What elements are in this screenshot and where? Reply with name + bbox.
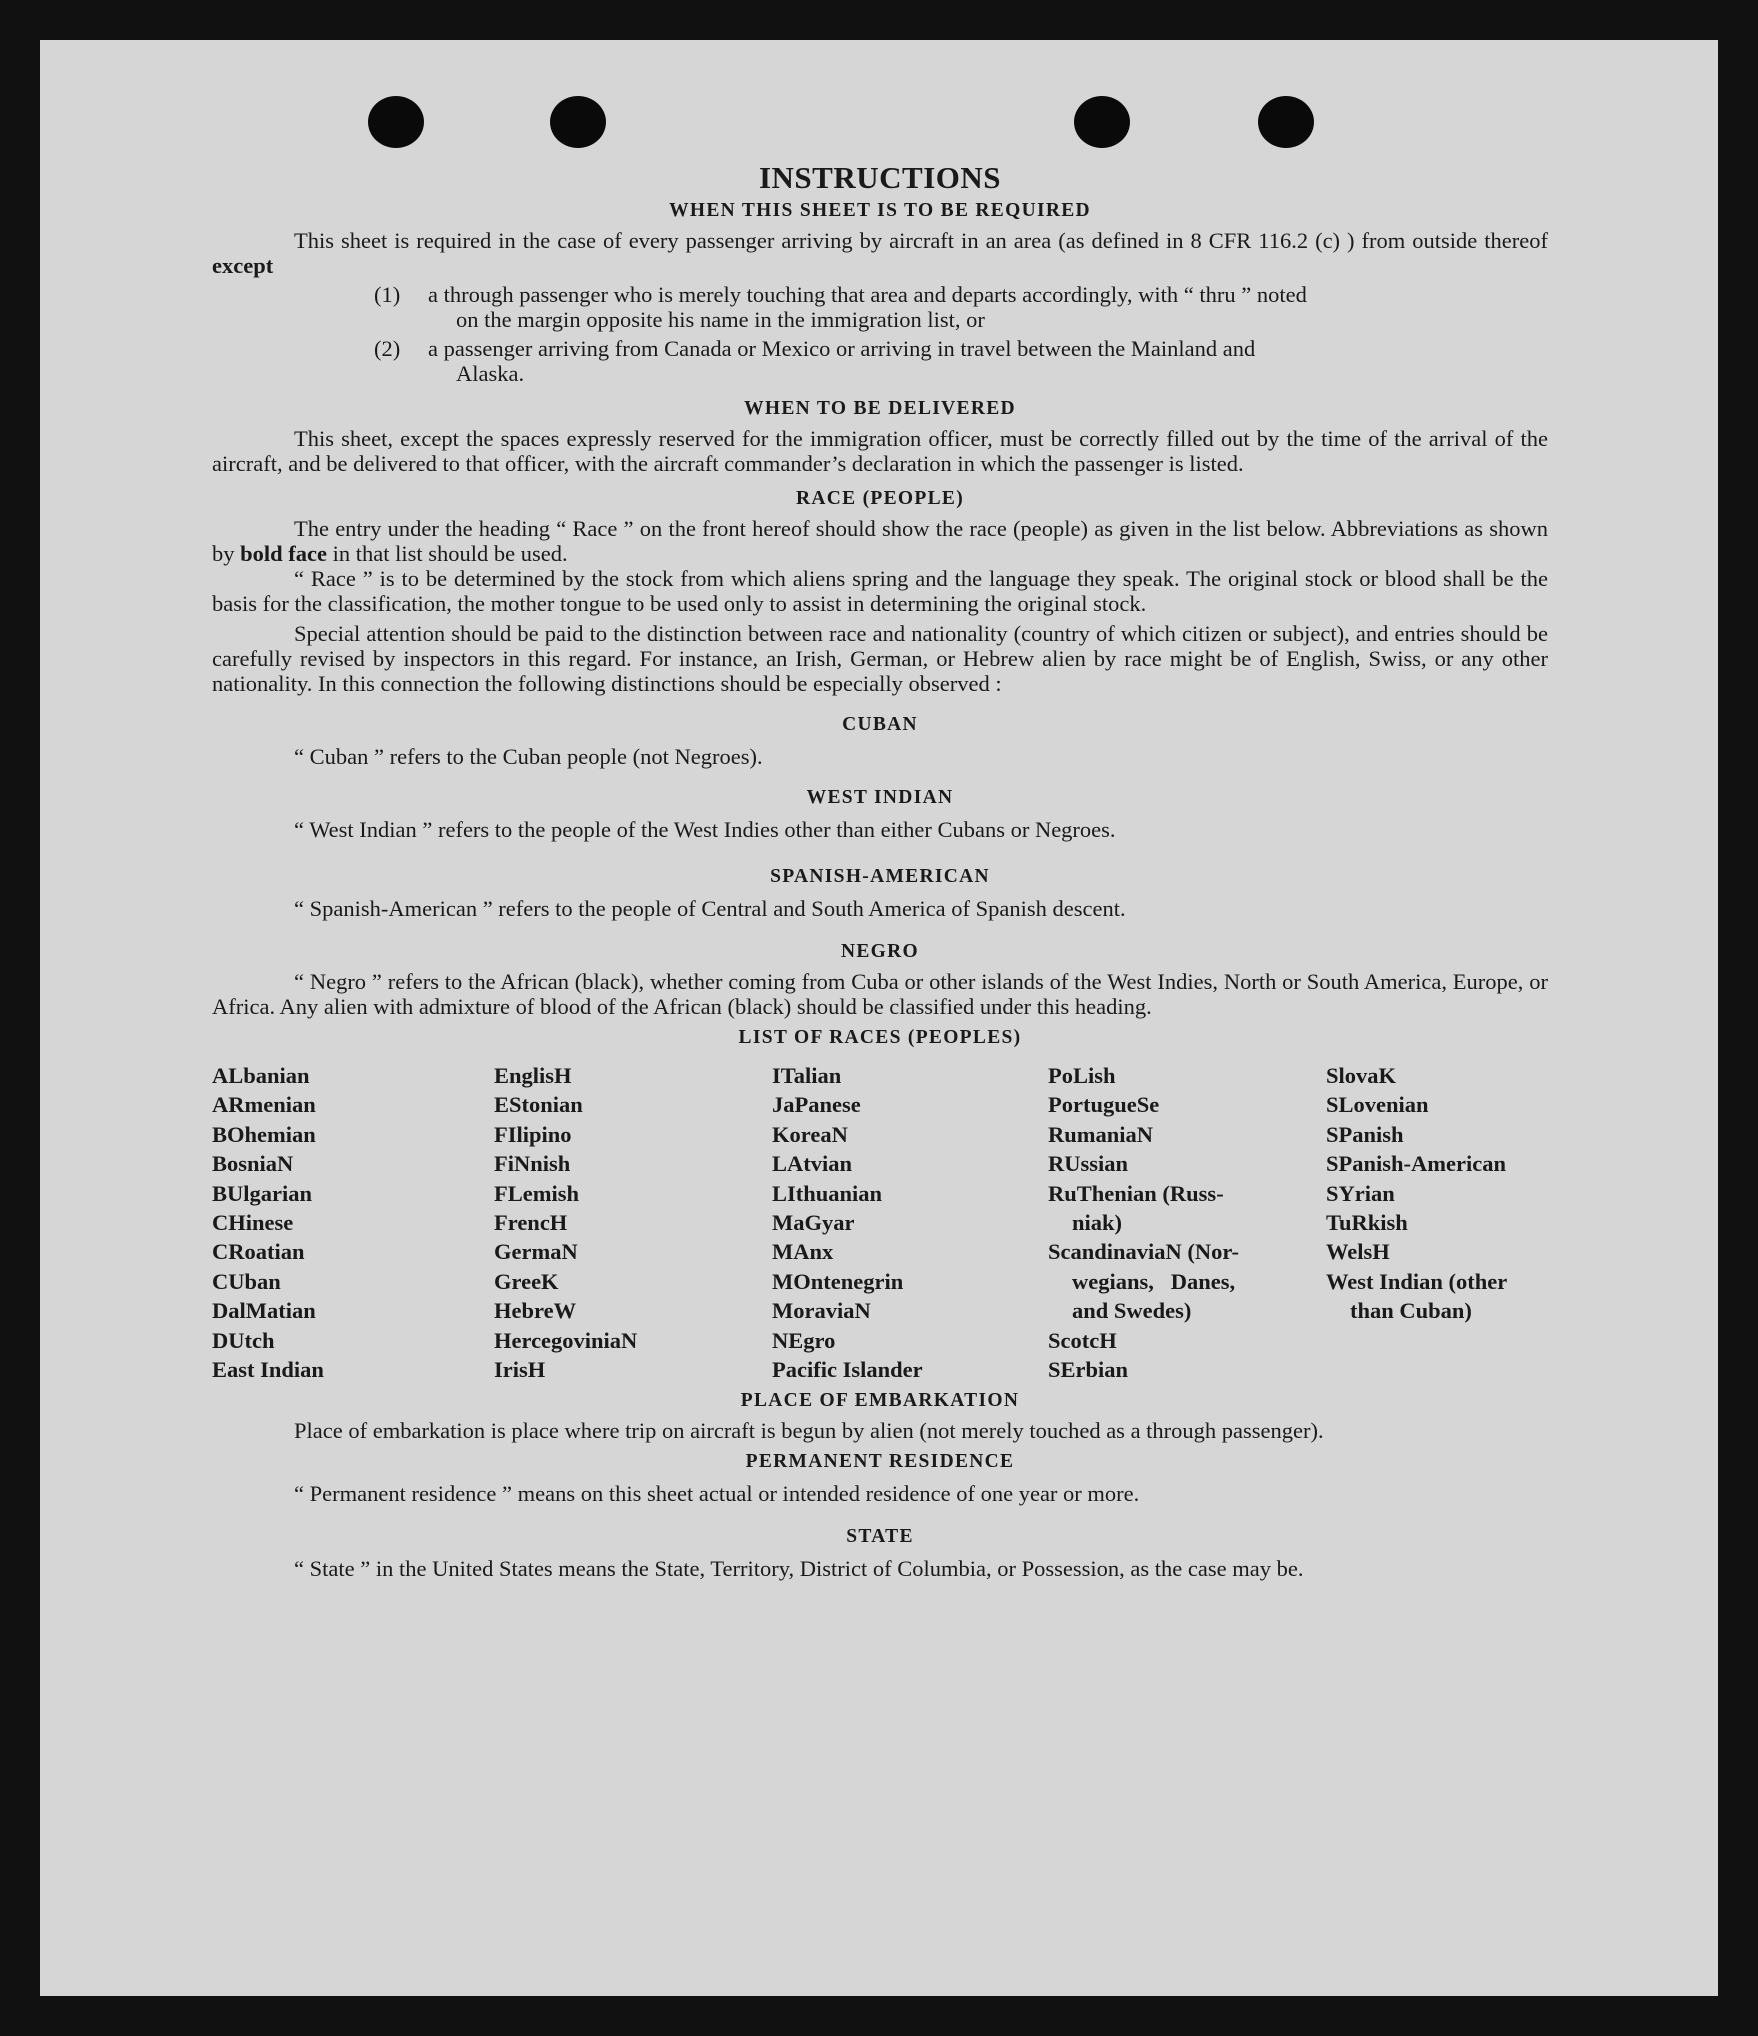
punch-hole	[1074, 96, 1130, 148]
race-item: IrisH	[494, 1357, 546, 1383]
race-item: SlovaK	[1326, 1063, 1397, 1088]
section-heading-when-required: WHEN THIS SHEET IS TO BE REQUIRED	[669, 200, 1091, 221]
race-item: MaGyar	[772, 1210, 855, 1236]
race-item: SErbian	[1048, 1357, 1129, 1383]
when-required-text: This sheet is required in the case of every passenger arriving by aircraft in an area (as defined in 8 CFR 116.2 (c) ) from outside thereof except	[212, 228, 1548, 278]
negro-text: “ Negro ” refers to the African (black), whether coming from Cuba or other islands of the West Indies, North or South America, Europe, or Africa. Any alien with admixture of blood of the African (black) should be classified under this heading.	[212, 969, 1548, 1019]
race-list	[212, 1061, 1548, 1384]
race-item: SPanish-American	[1326, 1151, 1506, 1177]
race-item: TuRkish	[1326, 1210, 1408, 1236]
exception-item-2: (2) a passenger arriving from Canada or Mexico or arriving in travel between the Mainland and Alaska.	[374, 336, 1256, 386]
punch-hole	[368, 96, 424, 148]
race-item: FrencH	[494, 1210, 568, 1236]
race-item: PortugueSe	[1048, 1092, 1160, 1118]
race-item: ScandinaviaN (Nor-	[1048, 1239, 1240, 1265]
cuban-text: “ Cuban ” refers to the Cuban people (not Negroes).	[294, 744, 763, 769]
race-list-column-1	[212, 1061, 494, 1384]
race-paragraph-3: Special attention should be paid to the distinction between race and nationality (country of which citizen or subject), and entries should be carefully revised by inspectors in this regard. For instance, an Irish, German, or Hebrew alien by race might be of English, Swiss, or any other nationality. In this connection the following distinctions should be especially observed :	[212, 621, 1548, 696]
race-item: DUtch	[212, 1327, 275, 1353]
race-item: FLemish	[494, 1180, 580, 1206]
race-item: ALbanian	[212, 1063, 310, 1088]
embarkation-text: Place of embarkation is place where trip on aircraft is begun by alien (not merely touched as a through passenger).	[294, 1418, 1324, 1444]
instructions-content	[212, 158, 1548, 1581]
section-heading-list-of-races: LIST OF RACES (PEOPLES)	[738, 1027, 1022, 1048]
race-item: FiNnish	[494, 1151, 571, 1177]
race-item: PoLish	[1048, 1063, 1116, 1088]
race-item: East Indian	[212, 1357, 324, 1383]
race-item: KoreaN	[772, 1121, 848, 1147]
race-item: JaPanese	[772, 1092, 861, 1118]
west-indian-text: “ West Indian ” refers to the people of the West Indies other than either Cubans or Negroes.	[294, 817, 1116, 842]
race-item: West Indian (other	[1326, 1268, 1508, 1294]
race-item: BUlgarian	[212, 1180, 313, 1206]
race-item: HercegoviniaN	[494, 1327, 638, 1353]
race-item: FIlipino	[494, 1121, 572, 1147]
punch-hole	[1258, 96, 1314, 148]
race-item-continuation: than Cuban)	[1350, 1298, 1472, 1324]
race-item: HebreW	[494, 1298, 577, 1324]
race-item: RumaniaN	[1048, 1121, 1154, 1147]
race-item: ScotcH	[1048, 1327, 1117, 1353]
race-item: BOhemian	[212, 1121, 316, 1147]
race-item: Pacific Islander	[772, 1357, 923, 1383]
race-item: MoraviaN	[772, 1298, 871, 1324]
race-item: CRoatian	[212, 1239, 305, 1265]
section-heading-residence: PERMANENT RESIDENCE	[745, 1451, 1015, 1473]
race-list-column-2	[494, 1061, 772, 1384]
section-heading-state: STATE	[846, 1526, 914, 1548]
spanish-american-text: “ Spanish-American ” refers to the people of Central and South America of Spanish descent.	[294, 896, 1126, 921]
race-item: CUban	[212, 1268, 281, 1294]
section-heading-cuban: CUBAN	[842, 714, 918, 735]
residence-text: “ Permanent residence ” means on this sheet actual or intended residence of one year or more.	[294, 1481, 1140, 1507]
page-title: INSTRUCTIONS	[758, 160, 1001, 195]
race-item: BosniaN	[212, 1151, 294, 1177]
punch-hole	[550, 96, 606, 148]
document-page	[40, 40, 1718, 1996]
race-list-column-5	[1326, 1061, 1548, 1384]
section-heading-when-delivered: WHEN TO BE DELIVERED	[744, 398, 1016, 419]
race-item: ITalian	[772, 1063, 842, 1088]
race-item: MOntenegrin	[772, 1268, 904, 1294]
race-item: ARmenian	[212, 1092, 316, 1118]
when-delivered-text: This sheet, except the spaces expressly reserved for the immigration officer, must be correctly filled out by the time of the arrival of the aircraft, and be delivered to that officer, with the aircraft commander’s declaration in which the passenger is listed.	[212, 426, 1548, 476]
race-item: SPanish	[1326, 1121, 1404, 1147]
race-item: CHinese	[212, 1210, 294, 1236]
section-heading-negro: NEGRO	[840, 941, 919, 962]
state-text: “ State ” in the United States means the State, Territory, District of Columbia, or Possession, as the case may be.	[294, 1556, 1304, 1582]
race-item-continuation: niak)	[1072, 1210, 1123, 1236]
race-item: LIthuanian	[772, 1180, 883, 1206]
race-item: SYrian	[1326, 1180, 1395, 1206]
race-item: RUssian	[1048, 1151, 1129, 1177]
race-item: SLovenian	[1326, 1092, 1429, 1118]
race-item: NEgro	[772, 1327, 836, 1353]
race-paragraph-2: “ Race ” is to be determined by the stock from which aliens spring and the language they speak. The original stock or blood shall be the basis for the classification, the mother tongue to be used only to assist in determining the original stock.	[212, 566, 1548, 616]
race-list-column-4	[1048, 1061, 1326, 1384]
section-heading-race: RACE (PEOPLE)	[795, 488, 965, 509]
race-item: EStonian	[494, 1092, 583, 1118]
race-paragraph-1: The entry under the heading “ Race ” on the front hereof should show the race (people) as given in the list below. Abbreviations as shown by bold face in that list should be used.	[212, 516, 1548, 566]
race-item: MAnx	[772, 1239, 834, 1265]
race-item: EnglisH	[494, 1063, 572, 1088]
section-heading-embarkation: PLACE OF EMBARKATION	[740, 1390, 1020, 1412]
race-item: DalMatian	[212, 1298, 316, 1324]
section-heading-west-indian: WEST INDIAN	[806, 787, 954, 808]
race-item: RuThenian (Russ-	[1048, 1180, 1224, 1206]
race-item-continuation: wegians, Danes,	[1072, 1268, 1236, 1294]
race-list-column-3	[772, 1061, 1048, 1384]
race-item: GreeK	[494, 1268, 559, 1294]
race-item-continuation: and Swedes)	[1072, 1298, 1192, 1324]
race-item: WelsH	[1326, 1239, 1390, 1265]
exception-item-1: (1) a through passenger who is merely touching that area and departs accordingly, with “ thru ” noted on the margin opposite his name in the immigration list, or	[374, 282, 1307, 332]
section-heading-spanish-american: SPANISH-AMERICAN	[770, 866, 990, 887]
race-item: GermaN	[494, 1239, 578, 1265]
race-item: LAtvian	[772, 1151, 853, 1177]
